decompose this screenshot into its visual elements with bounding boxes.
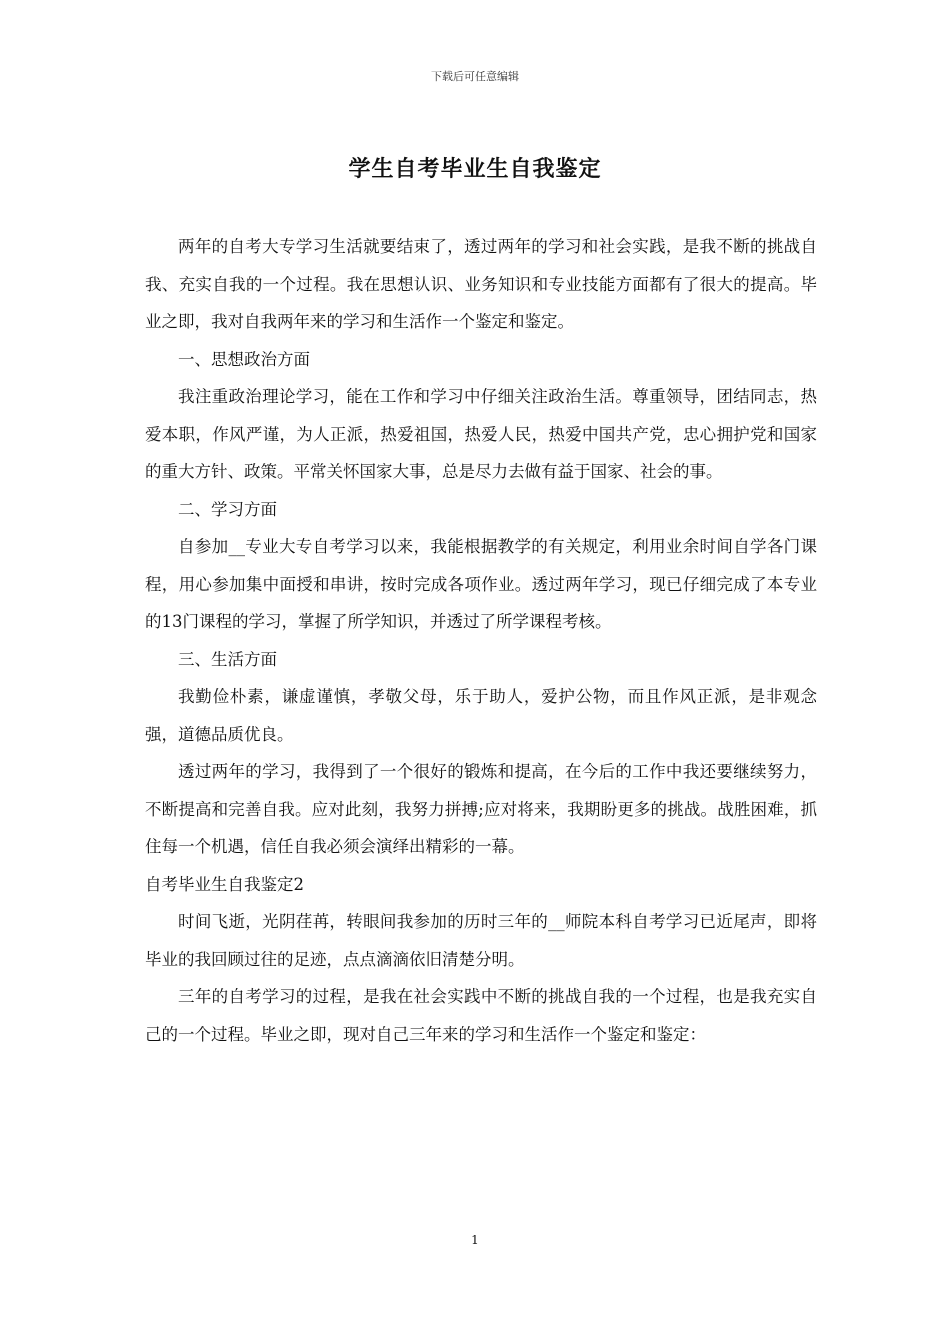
paragraph-intro: 两年的自考大专学习生活就要结束了，透过两年的学习和社会实践，是我不断的挑战自我、充实自我的一个过程。我在思想认识、业务知识和专业技能方面都有了很大的提高。毕业之即，我对自我两年来的学习和生活作一个鉴定和鉴定。 <box>145 237 817 331</box>
paragraph-life: 我勤俭朴素，谦虚谨慎，孝敬父母，乐于助人，爱护公物，而且作风正派，是非观念强，道德品质优良。 <box>145 687 817 744</box>
paragraph-second-process: 三年的自考学习的过程，是我在社会实践中不断的挑战自我的一个过程，也是我充实自己的一个过程。毕业之即，现对自己三年来的学习和生活作一个鉴定和鉴定： <box>145 987 817 1044</box>
paragraph-second-intro: 时间飞逝，光阴荏苒，转眼间我参加的历时三年的__师院本科自考学习已近尾声，即将毕业的我回顾过往的足迹，点点滴滴依旧清楚分明。 <box>145 912 817 969</box>
document-title: 学生自考毕业生自我鉴定 <box>348 156 602 182</box>
section-title-second: 自考毕业生自我鉴定2 <box>145 874 304 894</box>
paragraph-conclusion: 透过两年的学习，我得到了一个很好的锻炼和提高，在今后的工作中我还要继续努力，不断提高和完善自我。应对此刻，我努力拼搏;应对将来，我期盼更多的挑战。战胜困难，抓住每一个机遇，信任自我必须会演绎出精彩的一幕。 <box>145 762 817 856</box>
document-body <box>145 228 817 1053</box>
paragraph-study: 自参加__专业大专自考学习以来，我能根据教学的有关规定，利用业余时间自学各门课程，用心参加集中面授和串讲，按时完成各项作业。透过两年学习，现已仔细完成了本专业的13门课程的学习，掌握了所学知识，并透过了所学课程考核。 <box>145 537 817 631</box>
page-header-note: 下载后可任意编辑 <box>431 70 519 83</box>
paragraph-politics: 我注重政治理论学习，能在工作和学习中仔细关注政治生活。尊重领导，团结同志，热爱本职，作风严谨，为人正派，热爱祖国，热爱人民，热爱中国共产党，忠心拥护党和国家的重大方针、政策。平常关怀国家大事，总是尽力去做有益于国家、社会的事。 <box>145 387 817 481</box>
section-heading-politics: 一、思想政治方面 <box>178 349 310 369</box>
page-number: 1 <box>471 1233 479 1247</box>
section-heading-life: 三、生活方面 <box>178 649 277 669</box>
section-heading-study: 二、学习方面 <box>178 499 277 519</box>
